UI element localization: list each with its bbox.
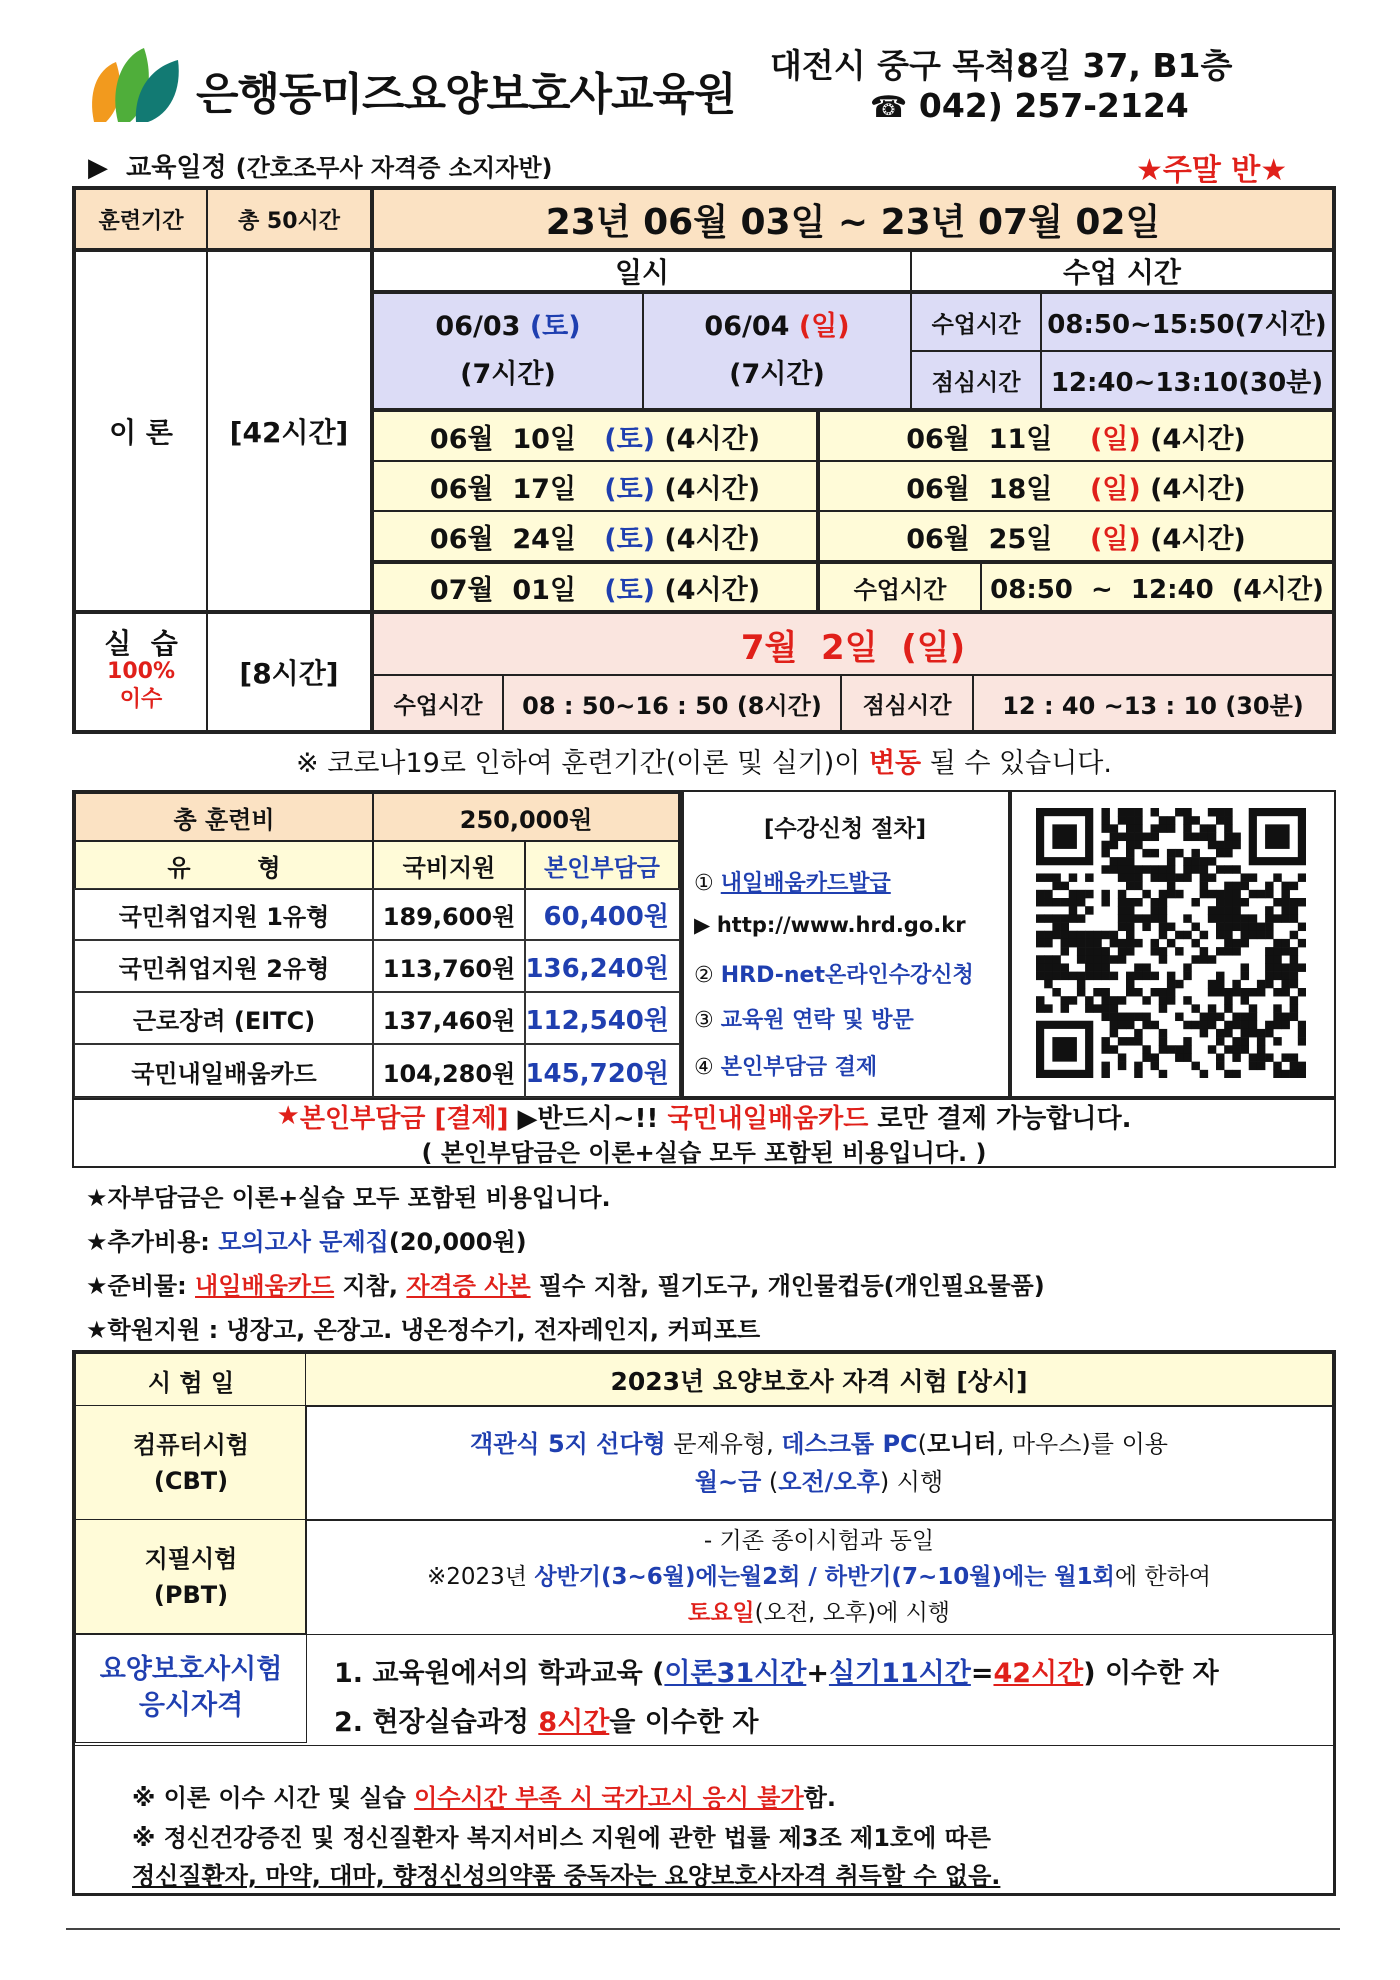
note-3-highlight-2: 자격증 사본: [406, 1272, 531, 1300]
fee-type: 국민취업지원 1유형: [74, 888, 374, 940]
foot-line-2: ※ 정신건강증진 및 정신질환자 복지서비스 지원에 관한 법률 제3조 제1호에 따른: [132, 1824, 991, 1852]
sun-date: 06월 11일: [906, 423, 1053, 455]
sat-dow: (토): [604, 423, 656, 455]
logo-text: 은행동미즈요양보호사교육원: [196, 69, 736, 120]
day1-cell: [372, 292, 644, 410]
pbt-desc: [305, 1519, 1333, 1635]
qr-code-icon[interactable]: [1036, 808, 1306, 1078]
apply-step-4: [694, 1050, 877, 1081]
fee-gov-header: 국비지원: [372, 840, 526, 890]
elig-line-2: [334, 1700, 759, 1739]
arrow-marker-icon: ▶: [694, 913, 711, 937]
schedule-row-sun: [818, 510, 1334, 562]
fee-gov: 113,760원: [372, 940, 526, 992]
last-sat-cell: [372, 562, 818, 612]
practice-lunch-label: 점심시간: [840, 674, 974, 732]
phone-number: 042) 257-2124: [918, 86, 1189, 125]
fee-gov: 137,460원: [372, 992, 526, 1044]
elig1-end: ) 이수한 자: [1083, 1658, 1219, 1689]
cbt-device: 데스크톱 PC: [781, 1430, 918, 1458]
practice-label-cell: [74, 612, 208, 732]
covid-note: [72, 738, 1336, 782]
elig1-equals: =: [970, 1658, 994, 1689]
elig-label-2: 응시자격: [138, 1690, 244, 1721]
fee-self-header: 본인부담금: [524, 840, 680, 890]
cbt-desc: [305, 1405, 1333, 1521]
col-time-header: 수업 시간: [910, 250, 1334, 292]
note-2: [86, 1222, 527, 1257]
payment-notice-line2: ( 본인부담금은 이론+실습 모두 포함된 비용입니다. ): [421, 1138, 987, 1167]
sun-hours: (4시간): [1150, 473, 1246, 505]
exam-title: 2023년 요양보호사 자격 시험 [상시]: [305, 1353, 1333, 1407]
step-number: ②: [694, 963, 714, 988]
hrd-url-link[interactable]: http://www.hrd.go.kr: [716, 913, 966, 937]
schedule-subtitle: (간호조무사 자격증 소지자반): [235, 154, 553, 182]
fee-self: 60,400원: [524, 888, 680, 940]
elig2-text: 2. 현장실습과정: [334, 1707, 539, 1738]
lunch-label: 점심시간: [910, 350, 1042, 410]
day2-dow: (일): [798, 311, 850, 342]
day2-cell: [642, 292, 912, 410]
note-2-label: ★추가비용:: [86, 1228, 219, 1256]
total-hours: 총 50시간: [206, 188, 372, 250]
step-2-link[interactable]: HRD-net온라인수강신청: [720, 963, 974, 988]
elig2-hours: 8시간: [538, 1707, 610, 1738]
apply-step-1[interactable]: [694, 866, 891, 897]
elig-label-cell: [75, 1633, 307, 1743]
pbt-text: 에 한하여: [1114, 1564, 1212, 1590]
sat-date: 06월 17일: [429, 473, 577, 505]
fee-gov: 104,280원: [372, 1044, 526, 1098]
pbt-label-cell: [75, 1519, 307, 1635]
sun-hours: (4시간): [1150, 523, 1246, 555]
theory-label: 이 론: [74, 250, 208, 612]
covid-note-highlight: 변동: [868, 747, 922, 779]
sun-dow: (일): [1089, 523, 1141, 555]
foot1-warning: 이수시간 부족 시 국가고시 응시 불가: [414, 1784, 804, 1812]
payment-card: 국민내일배움카드: [667, 1103, 869, 1134]
note-2-price: (20,000원): [388, 1228, 527, 1256]
logo: [86, 44, 186, 124]
apply-step-2[interactable]: [694, 958, 974, 989]
day1-dow: (토): [529, 311, 581, 342]
step-4-text: 본인부담금 결제: [720, 1055, 878, 1080]
cbt-text-3: , 마우스)를 이용: [996, 1430, 1168, 1458]
class-time-value: 08:50~15:50(7시간): [1040, 292, 1334, 352]
payment-notice-line1: [72, 1098, 1336, 1134]
foot1-text: ※ 이론 이수 시간 및 실습: [132, 1784, 415, 1812]
cbt-sub: (CBT): [153, 1467, 229, 1495]
schedule-row-sun: [818, 460, 1334, 512]
exam-footer-divider: [75, 1745, 1333, 1746]
foot1-end: 함.: [803, 1784, 836, 1812]
fee-type-header: 유 형: [74, 840, 374, 890]
elig2-end: 을 이수한 자: [609, 1707, 759, 1738]
elig1-text: 1. 교육원에서의 학과교육 (: [334, 1658, 665, 1689]
cbt-text-5: ) 시행: [879, 1468, 944, 1496]
sun-date: 06월 18일: [906, 473, 1053, 505]
cbt-text-4: (: [761, 1468, 779, 1496]
elig1-theory: 이론31시간: [664, 1658, 807, 1689]
payment-label: 본인부담금 [결제]: [299, 1103, 509, 1134]
fee-self: 112,540원: [524, 992, 680, 1044]
apply-step-3: [694, 1003, 914, 1034]
sat-hours: (4시간): [664, 523, 761, 555]
cbt-monitor: 모니터: [927, 1430, 997, 1458]
fee-type: 근로장려 (EITC): [74, 992, 374, 1044]
class-time-label: 수업시간: [910, 292, 1042, 352]
pbt-year: ※2023년: [426, 1564, 535, 1590]
note-4: ★학원지원 : 냉장고, 온장고. 냉온정수기, 전자레인지, 커피포트: [86, 1316, 761, 1344]
fee-gov: 189,600원: [372, 888, 526, 940]
payment-post: 로만 결제 가능합니다.: [868, 1103, 1132, 1134]
pbt-text-2: (오전, 오후)에 시행: [754, 1600, 951, 1626]
period-label: 훈련기간: [74, 188, 208, 250]
sat-hours: (4시간): [664, 423, 761, 455]
apply-title: [수강신청 절차]: [763, 816, 927, 842]
sun-dow: (일): [1089, 423, 1141, 455]
step-number: ④: [694, 1055, 714, 1080]
practice-lunch-time: 12 : 40 ~13 : 10 (30분): [972, 674, 1334, 732]
last-class-label: 수업시간: [818, 562, 982, 612]
schedule-heading: 교육일정: [126, 153, 227, 183]
exam-date-label: 시 험 일: [75, 1353, 307, 1407]
last-sat-hours: (4시간): [664, 574, 761, 606]
practice-class-time: 08 : 50~16 : 50 (8시간): [502, 674, 842, 732]
note-3-highlight-1: 내일배움카드: [195, 1272, 335, 1300]
logo-leaf-icon: [86, 44, 186, 124]
covid-note-end: 될 수 있습니다.: [921, 747, 1112, 779]
sat-hours: (4시간): [664, 473, 761, 505]
cbt-days: 월~금: [694, 1468, 762, 1496]
elig1-plus: +: [806, 1658, 829, 1689]
elig1-practice: 실기11시간: [828, 1658, 971, 1689]
foot-line-3: 정신질환자, 마약, 대마, 향정신성의약품 중독자는 요양보호사자격 취득할 수 없음.: [132, 1862, 1001, 1890]
fee-self: 136,240원: [524, 940, 680, 992]
elig-line-1: [334, 1651, 1219, 1690]
cbt-session: 오전/오후: [778, 1468, 880, 1496]
note-3: [86, 1266, 1045, 1301]
sat-dow: (토): [604, 523, 656, 555]
col-date-header: 일시: [372, 250, 912, 292]
day2-date: 06/04: [704, 311, 790, 342]
day2-hours: (7시간): [729, 359, 825, 390]
pbt-schedule: 상반기(3~6월)에는월2회 / 하반기(7~10월)에는 월1회: [534, 1564, 1115, 1590]
sat-dow: (토): [604, 473, 656, 505]
sun-hours: (4시간): [1150, 423, 1246, 455]
last-sat-date: 07월 01일: [429, 574, 577, 606]
fee-total-value: 250,000원: [372, 792, 680, 842]
last-class-time: 08:50 ~ 12:40 (4시간): [980, 562, 1334, 612]
elig-label-1: 요양보호사시험: [99, 1654, 283, 1685]
elig1-total: 42시간: [993, 1658, 1084, 1689]
practice-date: 7월 2일 (일): [372, 612, 1334, 676]
arrow-marker-icon: ▶: [88, 153, 108, 183]
schedule-row-sat: [372, 460, 818, 512]
schedule-row-sat: [372, 510, 818, 562]
lunch-value: 12:40~13:10(30분): [1040, 350, 1334, 410]
step-number: ①: [694, 871, 714, 896]
schedule-title: [88, 147, 553, 184]
schedule-row-sat: [372, 410, 818, 462]
practice-complete: 이수: [119, 687, 163, 712]
pbt-sub: (PBT): [153, 1581, 229, 1609]
telephone-icon: ☎: [870, 90, 908, 125]
fee-type: 국민취업지원 2유형: [74, 940, 374, 992]
note-1: ★자부담금은 이론+실습 모두 포함된 비용입니다.: [86, 1184, 611, 1212]
step-1-link[interactable]: 내일배움카드발급: [720, 871, 891, 896]
practice-class-label: 수업시간: [372, 674, 504, 732]
star-icon: ★: [276, 1101, 300, 1131]
practice-label: 실 습: [104, 627, 178, 660]
step-number: ③: [694, 1008, 714, 1033]
cbt-label: 컴퓨터시험: [133, 1431, 249, 1459]
phone-line: [870, 86, 1189, 125]
note-3-rest: 필수 지참, 필기도구, 개인물컵등(개인필요물품): [530, 1272, 1045, 1300]
sat-date: 06월 10일: [429, 423, 577, 455]
fee-total-label: 총 훈련비: [74, 792, 374, 842]
sat-date: 06월 24일: [429, 523, 577, 555]
note-2-highlight: 모의고사 문제집: [218, 1228, 389, 1256]
apply-url[interactable]: [694, 913, 966, 937]
sun-dow: (일): [1089, 473, 1141, 505]
last-sat-dow: (토): [604, 574, 656, 606]
day1-date: 06/03: [435, 311, 521, 342]
pbt-line-1: - 기존 종이시험과 동일: [703, 1528, 935, 1554]
practice-pct: 100%: [107, 659, 175, 684]
pbt-day: 토요일: [687, 1600, 755, 1626]
note-3-label: ★준비물:: [86, 1272, 196, 1300]
payment-mid: ▶반드시~!!: [508, 1103, 668, 1134]
schedule-row-sun: [818, 410, 1334, 462]
cbt-format: 객관식 5지 선다형: [470, 1430, 666, 1458]
cbt-text-1: 문제유형,: [665, 1430, 782, 1458]
fee-type: 국민내일배움카드: [74, 1044, 374, 1098]
day1-hours: (7시간): [460, 359, 556, 390]
step-3-text: 교육원 연락 및 방문: [720, 1008, 914, 1033]
fee-self: 145,720원: [524, 1044, 680, 1098]
sun-date: 06월 25일: [906, 523, 1053, 555]
weekend-tag: ★주말 반★: [1136, 153, 1288, 188]
date-range: 23년 06월 03일 ~ 23년 07월 02일: [372, 188, 1334, 250]
covid-note-text: ※ 코로나19로 인하여 훈련기간(이론 및 실기)이: [296, 747, 869, 779]
note-3-mid: 지참,: [334, 1272, 407, 1300]
address: 대전시 중구 목척8길 37, B1층: [770, 46, 1233, 85]
theory-hours: [42시간]: [206, 250, 372, 612]
cbt-text-2: (: [917, 1430, 928, 1458]
bottom-rule: [66, 1928, 1340, 1930]
foot-line-1: [132, 1778, 836, 1813]
cbt-label-cell: [75, 1405, 307, 1521]
pbt-label: 지필시험: [144, 1545, 238, 1573]
practice-hours: [8시간]: [206, 612, 372, 732]
